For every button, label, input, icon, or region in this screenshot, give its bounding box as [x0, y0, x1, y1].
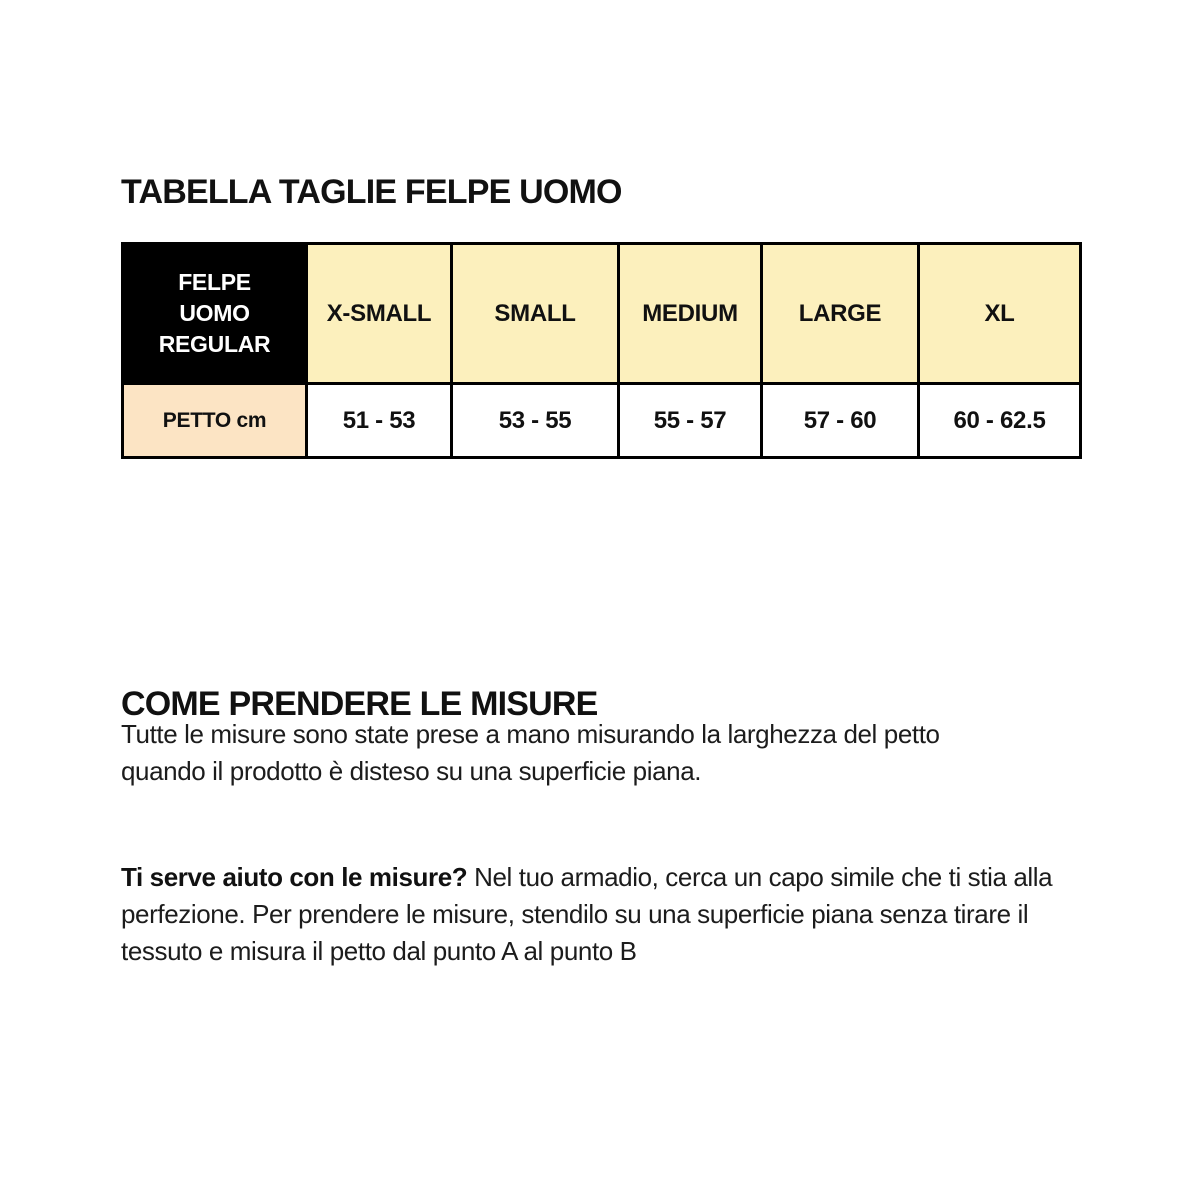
corner-line: FELPE [178, 269, 251, 295]
chest-value-medium: 55 - 57 [619, 384, 762, 458]
help-bold-lead: Ti serve aiuto con le misure? [121, 862, 468, 892]
measure-intro-paragraph [121, 716, 940, 790]
help-line [121, 859, 1052, 896]
size-chart-title: TABELLA TAGLIE FELPE UOMO [121, 172, 622, 211]
help-line: tessuto e misura il petto dal punto A al punto B [121, 936, 637, 966]
intro-line: Tutte le misure sono state prese a mano misurando la larghezza del petto [121, 719, 940, 749]
chest-value-xsmall: 51 - 53 [307, 384, 452, 458]
measure-section-heading: COME PRENDERE LE MISURE [121, 685, 598, 724]
help-line-rest: Nel tuo armadio, cerca un capo simile che ti stia alla [474, 862, 1053, 892]
measure-help-paragraph [121, 859, 1052, 970]
chest-value-xl: 60 - 62.5 [919, 384, 1081, 458]
corner-line: UOMO [179, 300, 250, 326]
size-column-header-large: LARGE [762, 244, 919, 384]
chest-value-small: 53 - 55 [452, 384, 619, 458]
size-chart-table [121, 242, 1082, 459]
intro-line: quando il prodotto è disteso su una superficie piana. [121, 756, 702, 786]
corner-cell-product-label [123, 244, 307, 384]
corner-line: REGULAR [158, 331, 271, 357]
size-table [121, 242, 1082, 459]
size-table-header-row [123, 244, 1081, 384]
size-column-header-medium: MEDIUM [619, 244, 762, 384]
size-column-header-xsmall: X-SMALL [307, 244, 452, 384]
chest-value-large: 57 - 60 [762, 384, 919, 458]
help-line: perfezione. Per prendere le misure, stendilo su una superficie piana senza tirare il [121, 899, 1029, 929]
size-column-header-xl: XL [919, 244, 1081, 384]
chest-measure-row [123, 384, 1081, 458]
chest-row-label: PETTO cm [123, 384, 307, 458]
size-column-header-small: SMALL [452, 244, 619, 384]
